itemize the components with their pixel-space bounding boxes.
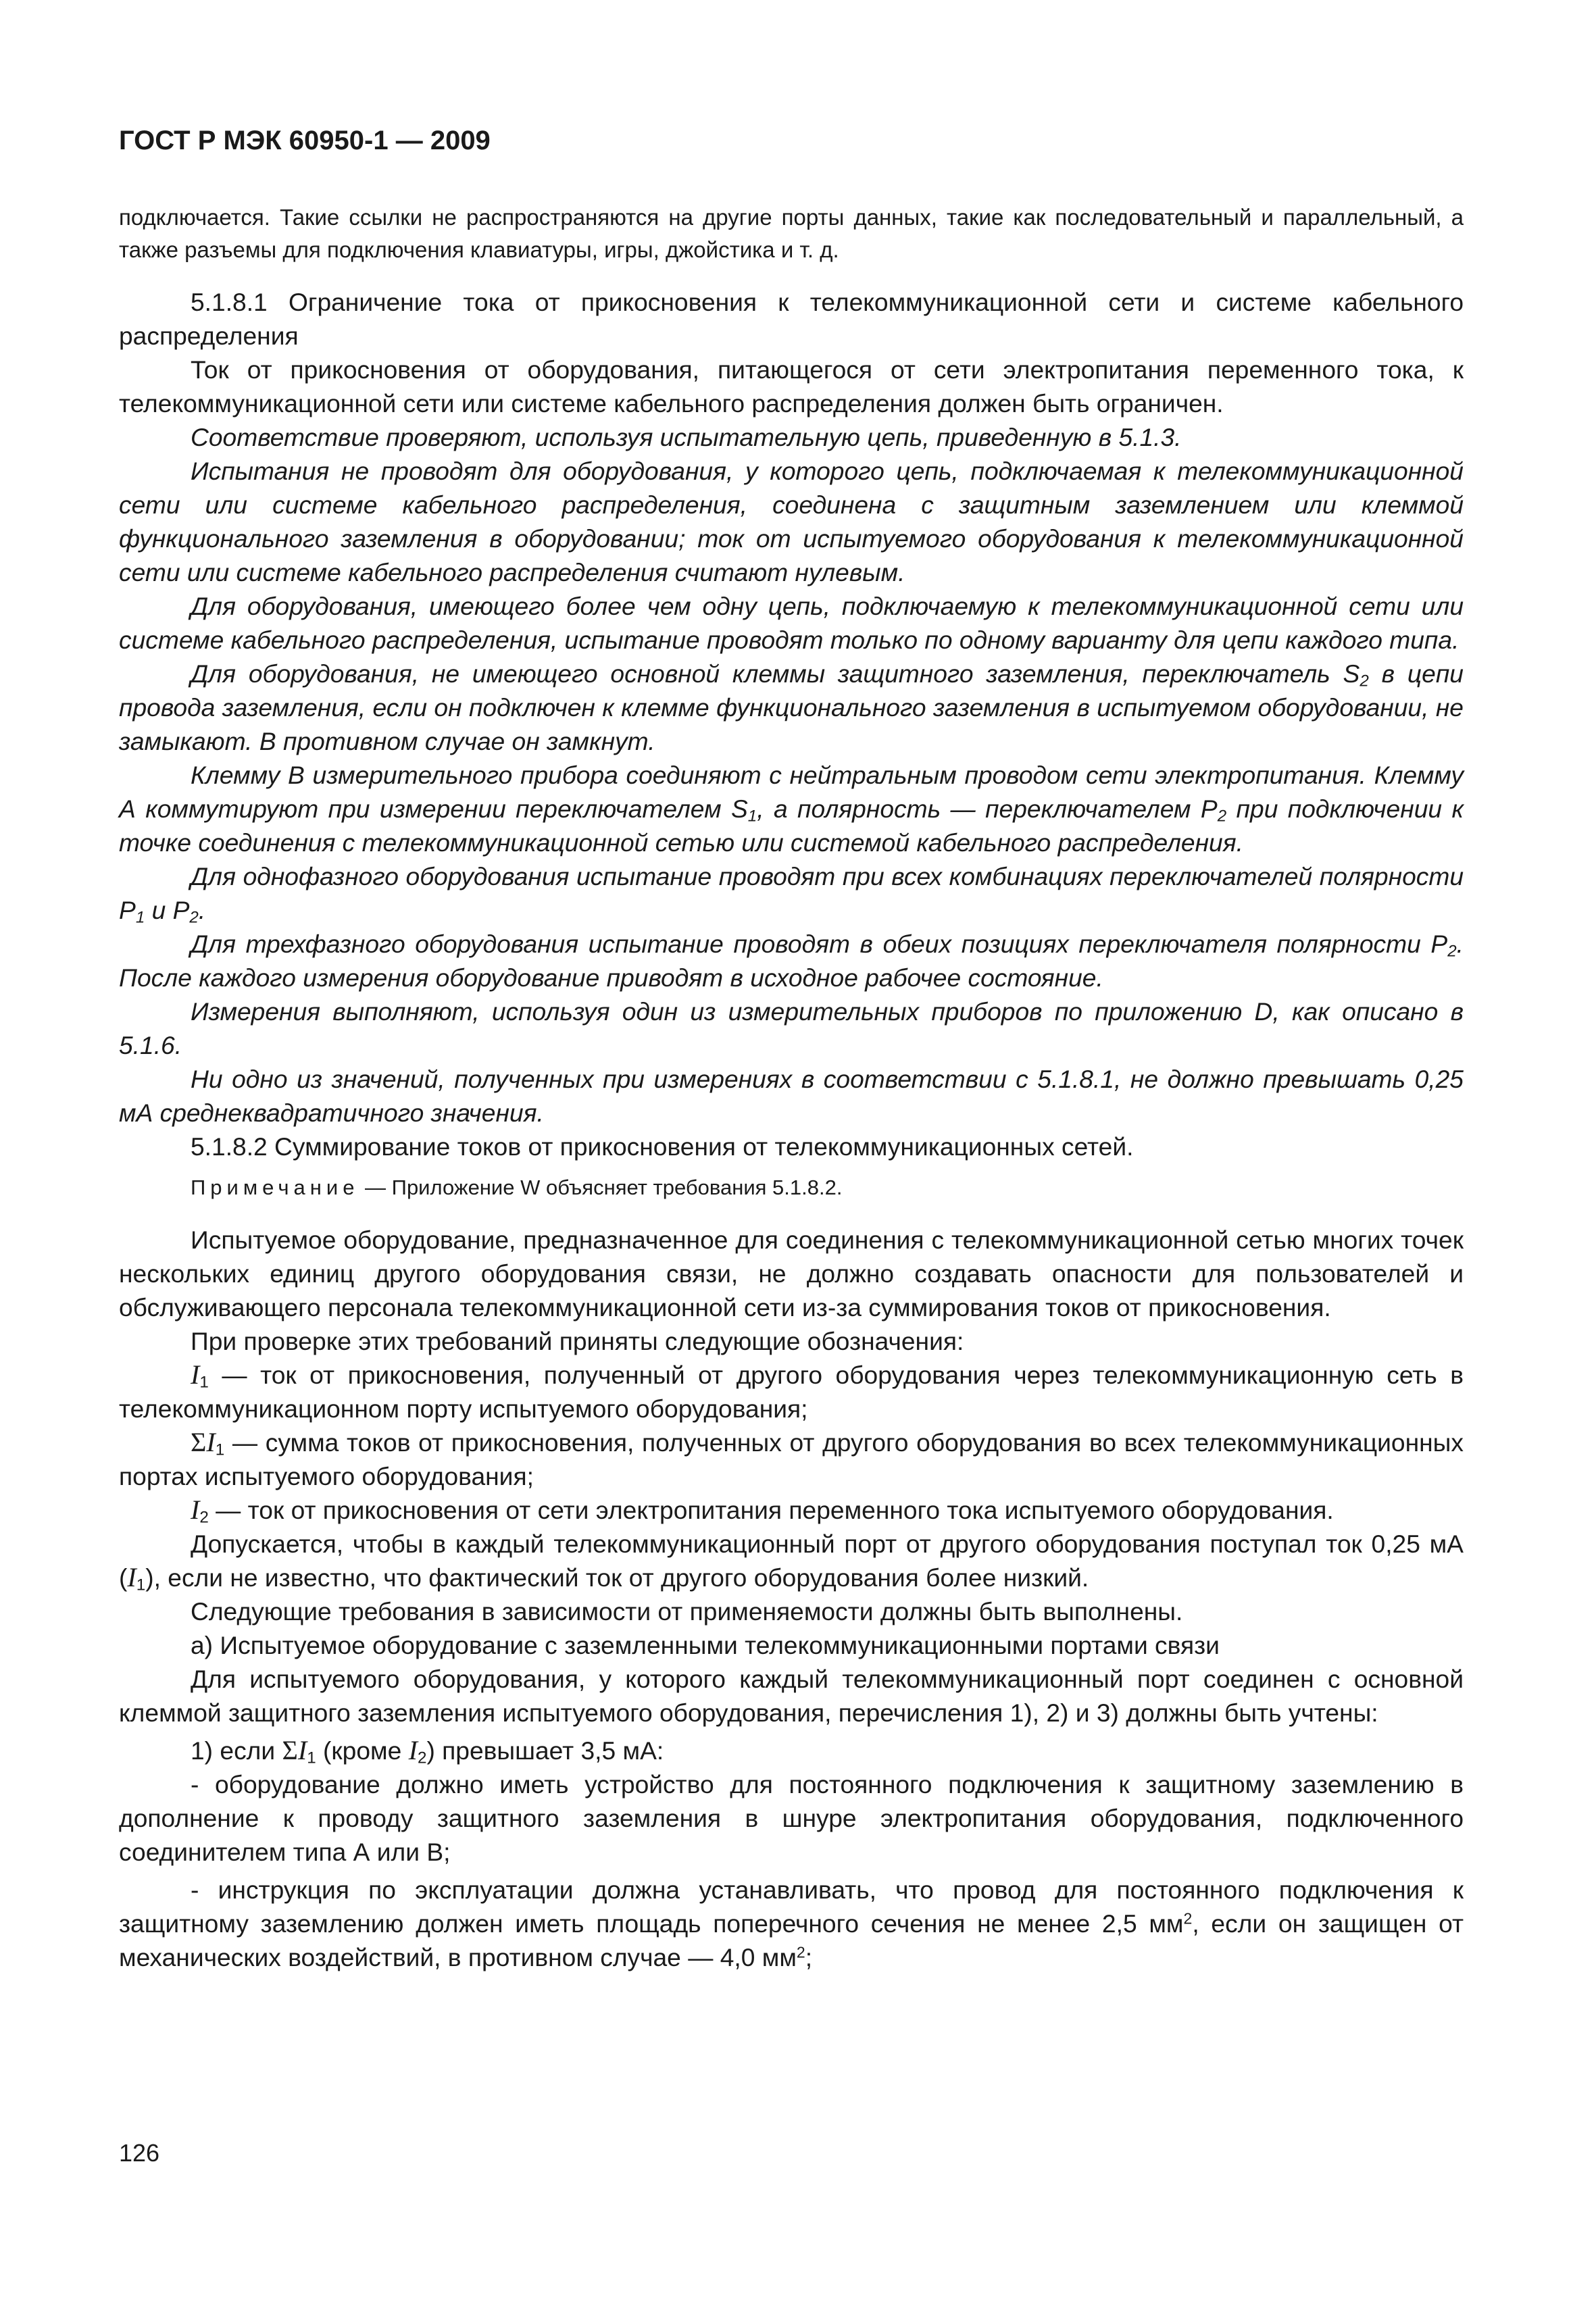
paragraph-continuation: подключается. Такие ссылки не распространяются на другие порты данных, такие как последовательный и параллельный, а также разъемы для подключения клавиатуры, игры, джойстика и т. д.	[119, 205, 1464, 262]
section-heading-5-1-8-1: 5.1.8.1 Ограничение тока от прикосновения к телекоммуникационной сети и системе кабельного распределения	[119, 288, 1464, 350]
note	[119, 1172, 1464, 1204]
paragraph-italic: Для оборудования, имеющего более чем одну цепь, подключаемую к телекоммуникационной сети или системе кабельного распределения, испытание проводят только по одному варианту для цепи каждого типа.	[119, 592, 1464, 654]
paragraph: Испытуемое оборудование, предназначенное для соединения с телекоммуникационной сетью многих точек нескольких единиц другого оборудования связи, не должно создавать опасности для пользователей и обслуживающего персонала телекоммуникационной сети из-за суммирования токов от прикосновения.	[119, 1226, 1464, 1322]
definition-sum-i1: $\Sigma I_1$ — сумма токов от прикосновения, полученных от другого оборудования во всех телекоммуникационных портах испытуемого оборудования;	[119, 1427, 1464, 1490]
paragraph: Следующие требования в зависимости от применяемости должны быть выполнены.	[191, 1597, 1183, 1626]
list-dash-item: - оборудование должно иметь устройство для постоянного подключения к защитному заземлению в дополнение к проводу защитного заземления в шнуре электропитания оборудования, подключенного соединителем типа А или В;	[119, 1770, 1464, 1866]
section-heading-5-1-8-2: 5.1.8.2 Суммирование токов от прикосновения от телекоммуникационных сетей.	[191, 1132, 1134, 1161]
list-item-1: 1) если $\Sigma I_1$ (кроме $I_2$) превышает 3,5 мА:	[191, 1735, 664, 1767]
list-dash-item: - инструкция по эксплуатации должна устанавливать, что провод для постоянного подключения к защитному заземлению должен иметь площадь поперечного сечения не менее 2,5 $мм^2$, если он защищен от механических воздействий, в противном случае — 4,0 $мм^2$;	[119, 1876, 1464, 1971]
paragraph-italic: Испытания не проводят для оборудования, у которого цепь, подключаемая к телекоммуникационной сети или системе кабельного распределения, соединена с защитным заземлением или клеммой функционального заземления в оборудовании; ток от испытуемого оборудования к телекоммуникационной сети или системе кабельного распределения считают нулевым.	[119, 457, 1464, 586]
paragraph-italic: Для трехфазного оборудования испытание проводят в обеих позициях переключателя полярности $P_2$. После каждого измерения оборудование приводят в исходное рабочее состояние.	[119, 930, 1464, 992]
document-body	[119, 201, 1464, 1974]
definition-i2: $I_2$ — ток от прикосновения от сети электропитания переменного тока испытуемого оборудования.	[191, 1494, 1334, 1527]
paragraph-italic: Для однофазного оборудования испытание проводят при всех комбинациях переключателей полярности $P_1$ и $P_2$.	[119, 862, 1464, 927]
page-number: 126	[119, 2139, 160, 2167]
paragraph: Для испытуемого оборудования, у которого каждый телекоммуникационный порт соединен с основной клеммой защитного заземления испытуемого оборудования, перечисления 1), 2) и 3) должны быть учтены:	[119, 1665, 1464, 1727]
paragraph-italic: Соответствие проверяют, используя испытательную цепь, приведенную в 5.1.3.	[191, 423, 1182, 451]
paragraph-italic: Для оборудования, не имеющего основной клеммы защитного заземления, переключатель $S_2$ в цепи провода заземления, если он подключен к клемме функционального заземления в испытуемом оборудовании, не замыкают. В противном случае он замкнут.	[119, 659, 1464, 755]
definition-i1: $I_1$ — ток от прикосновения, полученный от другого оборудования через телекоммуникационную сеть в телекоммуникационном порту испытуемого оборудования;	[119, 1359, 1464, 1423]
paragraph-italic: Измерения выполняют, используя один из измерительных приборов по приложению D, как описано в 5.1.6.	[119, 997, 1464, 1059]
note-label: Примечание	[191, 1176, 359, 1199]
paragraph: Ток от прикосновения от оборудования, питающегося от сети электропитания переменного тока, к телекоммуникационной сети или системе кабельного распределения должен быть ограничен.	[119, 355, 1464, 418]
list-item-a: а) Испытуемое оборудование с заземленными телекоммуникационными портами связи	[191, 1631, 1220, 1659]
paragraph: При проверке этих требований приняты следующие обозначения:	[191, 1327, 964, 1355]
paragraph: Допускается, чтобы в каждый телекоммуникационный порт от другого оборудования поступал ток 0,25 мА $(I_1)$, если не известно, что фактический ток от другого оборудования более низкий.	[119, 1530, 1464, 1594]
paragraph-italic: Клемму В измерительного прибора соединяют с нейтральным проводом сети электропитания. Клемму А коммутируют при измерении переключателем $S_1$, а полярность — переключателем $P_2$ при подключении к точке соединения с телекоммуникационной сетью или системой кабельного распределения.	[119, 761, 1464, 857]
document-header: ГОСТ Р МЭК 60950-1 — 2009	[119, 126, 491, 155]
paragraph-italic: Ни одно из значений, полученных при измерениях в соответствии с 5.1.8.1, не должно превышать 0,25 мА среднеквадратичного значения.	[119, 1065, 1464, 1127]
note-text: — Приложение W объясняет требования 5.1.8.2.	[359, 1176, 843, 1199]
